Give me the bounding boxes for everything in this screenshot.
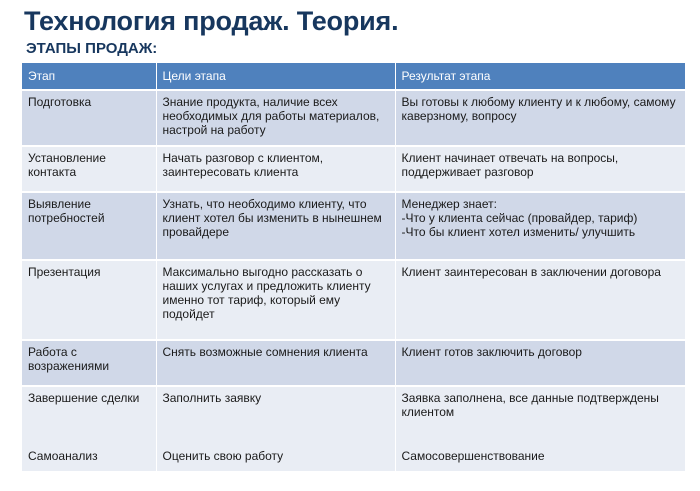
stage-cell: Установление контакта: [22, 146, 156, 192]
stage-cell: [22, 386, 156, 471]
stage-label: Самоанализ: [28, 449, 98, 463]
result-cell: Клиент начинает отвечать на вопросы, поддерживает разговор: [395, 146, 685, 192]
goal-cell: Узнать, что необходимо клиенту, что клиент хотел бы изменить в нынешнем провайдере: [156, 192, 395, 260]
stage-cell: Презентация: [22, 260, 156, 340]
table-row: [22, 146, 685, 192]
stage-cell: Подготовка: [22, 90, 156, 146]
stage-cell: Работа с возражениями: [22, 340, 156, 386]
page-title: Технология продаж. Теория.: [24, 6, 399, 36]
goal-cell: Снять возможные сомнения клиента: [156, 340, 395, 386]
sales-stages-table: [22, 63, 686, 471]
header-result: Результат этапа: [395, 63, 685, 90]
table-header-row: [22, 63, 685, 90]
goal-cell: Начать разговор с клиентом, заинтересовать клиента: [156, 146, 395, 192]
result-text: Заявка заполнена, все данные подтверждены клиентом: [401, 391, 659, 419]
result-cell: [395, 386, 685, 471]
result-cell: Клиент готов заключить договор: [395, 340, 685, 386]
table-row: [22, 386, 685, 471]
goal-text: Оценить свою работу: [162, 449, 284, 463]
result-cell: Клиент заинтересован в заключении договора: [395, 260, 685, 340]
table-row: [22, 90, 685, 146]
table-row: [22, 340, 685, 386]
stage-label: Завершение сделки: [28, 391, 140, 405]
table-row: [22, 260, 685, 340]
goal-cell: [156, 386, 395, 471]
goal-cell: Максимально выгодно рассказать о наших услугах и предложить клиенту именно тот тариф, который ему подойдет: [156, 260, 395, 340]
goal-text: Заполнить заявку: [162, 391, 262, 405]
table-row: [22, 192, 685, 260]
page-subtitle: ЭТАПЫ ПРОДАЖ:: [26, 40, 158, 57]
result-cell: Менеджер знает: -Что у клиента сейчас (провайдер, тариф) -Что бы клиент хотел изменить/ улучшить: [395, 192, 685, 260]
result-cell: Вы готовы к любому клиенту и к любому, самому каверзному, вопросу: [395, 90, 685, 146]
goal-cell: Знание продукта, наличие всех необходимых для работы материалов, настрой на работу: [156, 90, 395, 146]
stage-cell: Выявление потребностей: [22, 192, 156, 260]
header-goals: Цели этапа: [156, 63, 395, 90]
header-stage: Этап: [22, 63, 156, 90]
result-text: Самосовершенствование: [401, 449, 545, 463]
